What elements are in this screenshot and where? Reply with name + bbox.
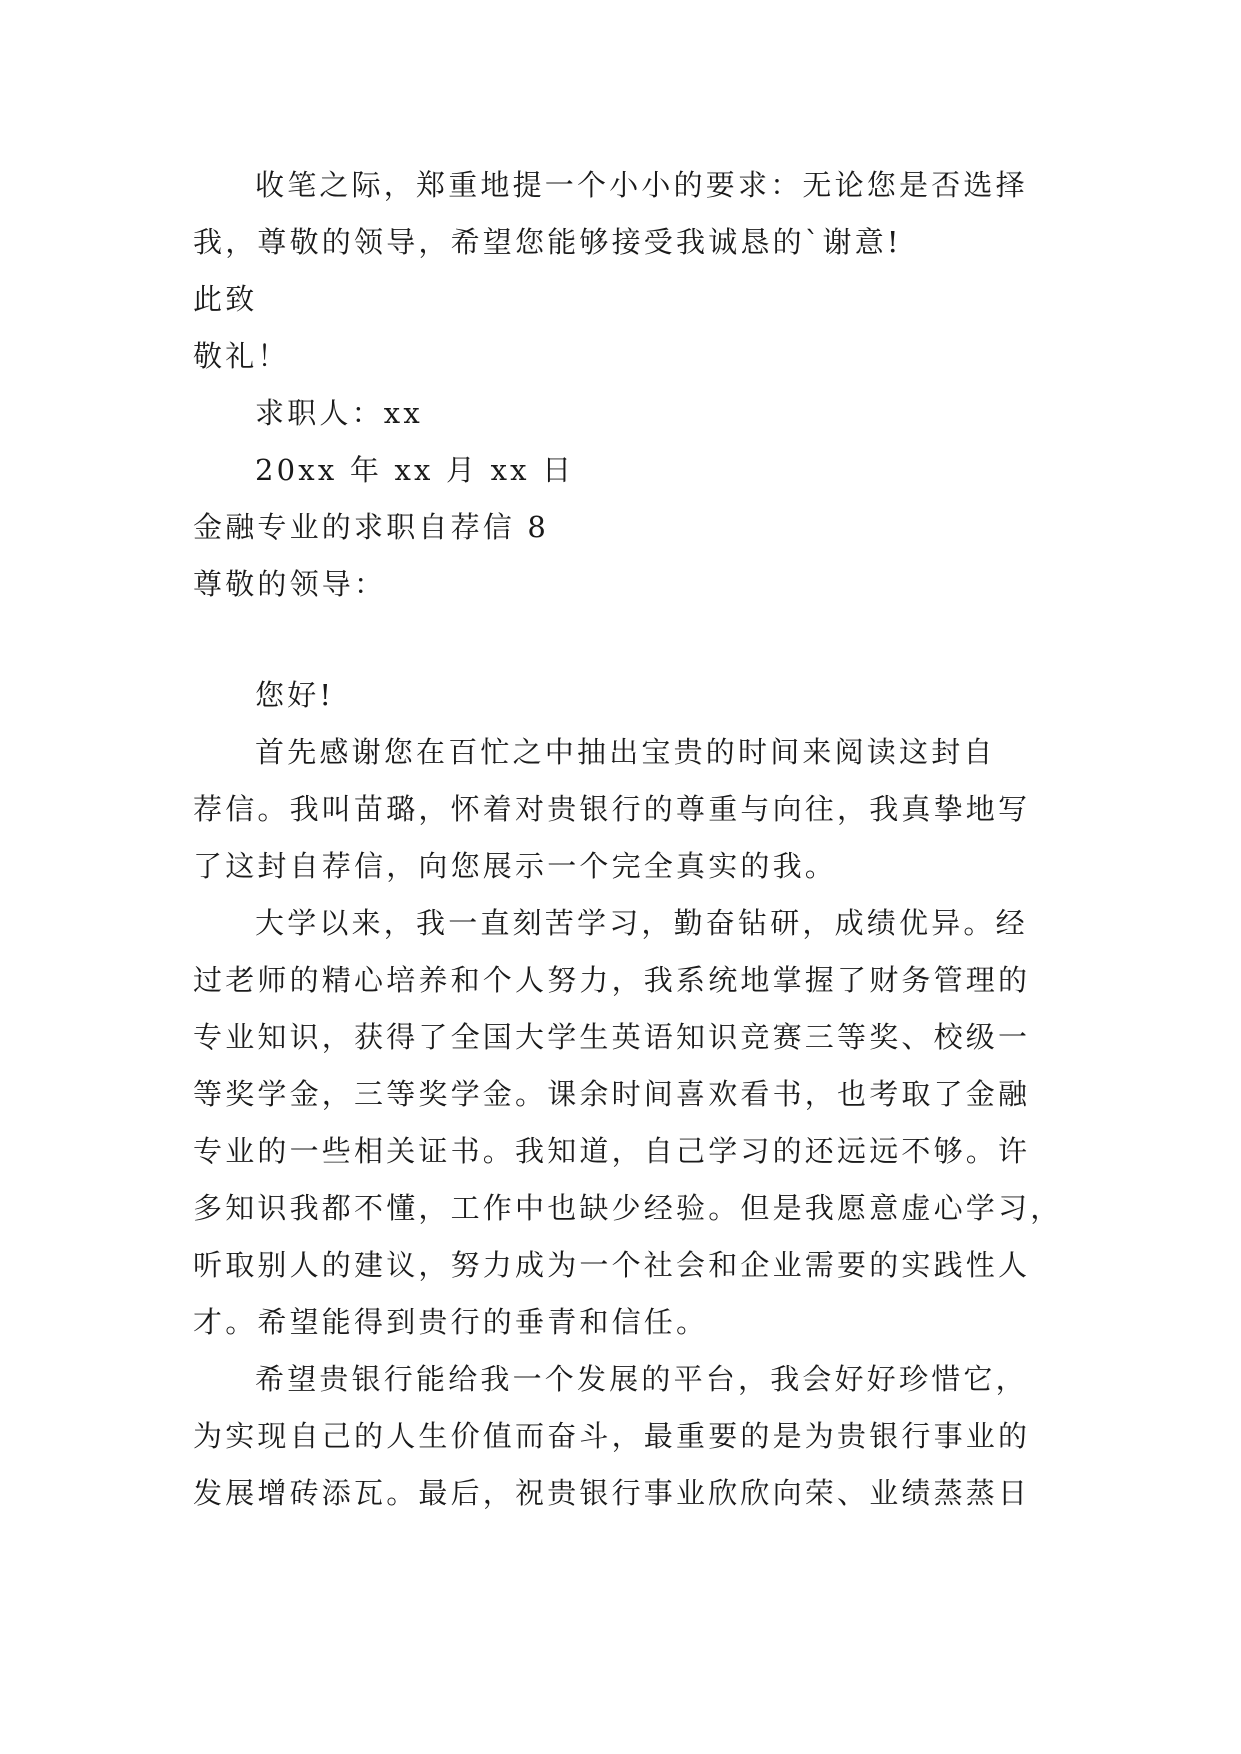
paragraph-2-line-5: 专业的一些相关证书。我知道，自己学习的还远远不够。许 [193,1134,1031,1168]
paragraph-2-line-7: 听取别人的建议，努力成为一个社会和企业需要的实践性人 [193,1248,1031,1282]
paragraph-1-line-1: 首先感谢您在百忙之中抽出宝贵的时间来阅读这封自 [255,735,996,769]
salutation-line-2: 敬礼！ [193,339,290,373]
paragraph-2-line-1: 大学以来，我一直刻苦学习，勤奋钻研，成绩优异。经 [255,906,1028,940]
greeting-recipient: 尊敬的领导： [193,567,387,601]
closing-paragraph-line-2: 我，尊敬的领导，希望您能够接受我诚恳的`谢意! [193,225,902,259]
paragraph-3-line-1: 希望贵银行能给我一个发展的平台，我会好好珍惜它， [255,1362,1028,1396]
closing-paragraph-line-1: 收笔之际，郑重地提一个小小的要求：无论您是否选择 [255,168,1028,202]
applicant-signature: 求职人：xx [255,396,423,430]
paragraph-2-line-3: 专业知识，获得了全国大学生英语知识竞赛三等奖、校级一 [193,1020,1031,1054]
greeting-hello: 您好! [255,678,335,712]
letter-date: 20xx 年 xx 月 xx 日 [255,453,575,487]
paragraph-1-line-3: 了这封自荐信，向您展示一个完全真实的我。 [193,849,838,883]
paragraph-1-line-2: 荐信。我叫苗璐，怀着对贵银行的尊重与向往，我真挚地写 [193,792,1031,826]
paragraph-3-line-3: 发展增砖添瓦。最后，祝贵银行事业欣欣向荣、业绩蒸蒸日 [193,1476,1031,1510]
salutation-line-1: 此致 [193,282,258,316]
section-title: 金融专业的求职自荐信 8 [193,510,550,544]
paragraph-2-line-4: 等奖学金，三等奖学金。课余时间喜欢看书，也考取了金融 [193,1077,1031,1111]
paragraph-3-line-2: 为实现自己的人生价值而奋斗，最重要的是为贵银行事业的 [193,1419,1031,1453]
paragraph-2-line-2: 过老师的精心培养和个人努力，我系统地掌握了财务管理的 [193,963,1031,997]
paragraph-2-line-8: 才。希望能得到贵行的垂青和信任。 [193,1305,709,1339]
paragraph-2-line-6: 多知识我都不懂，工作中也缺少经验。但是我愿意虚心学习， [193,1191,1063,1225]
